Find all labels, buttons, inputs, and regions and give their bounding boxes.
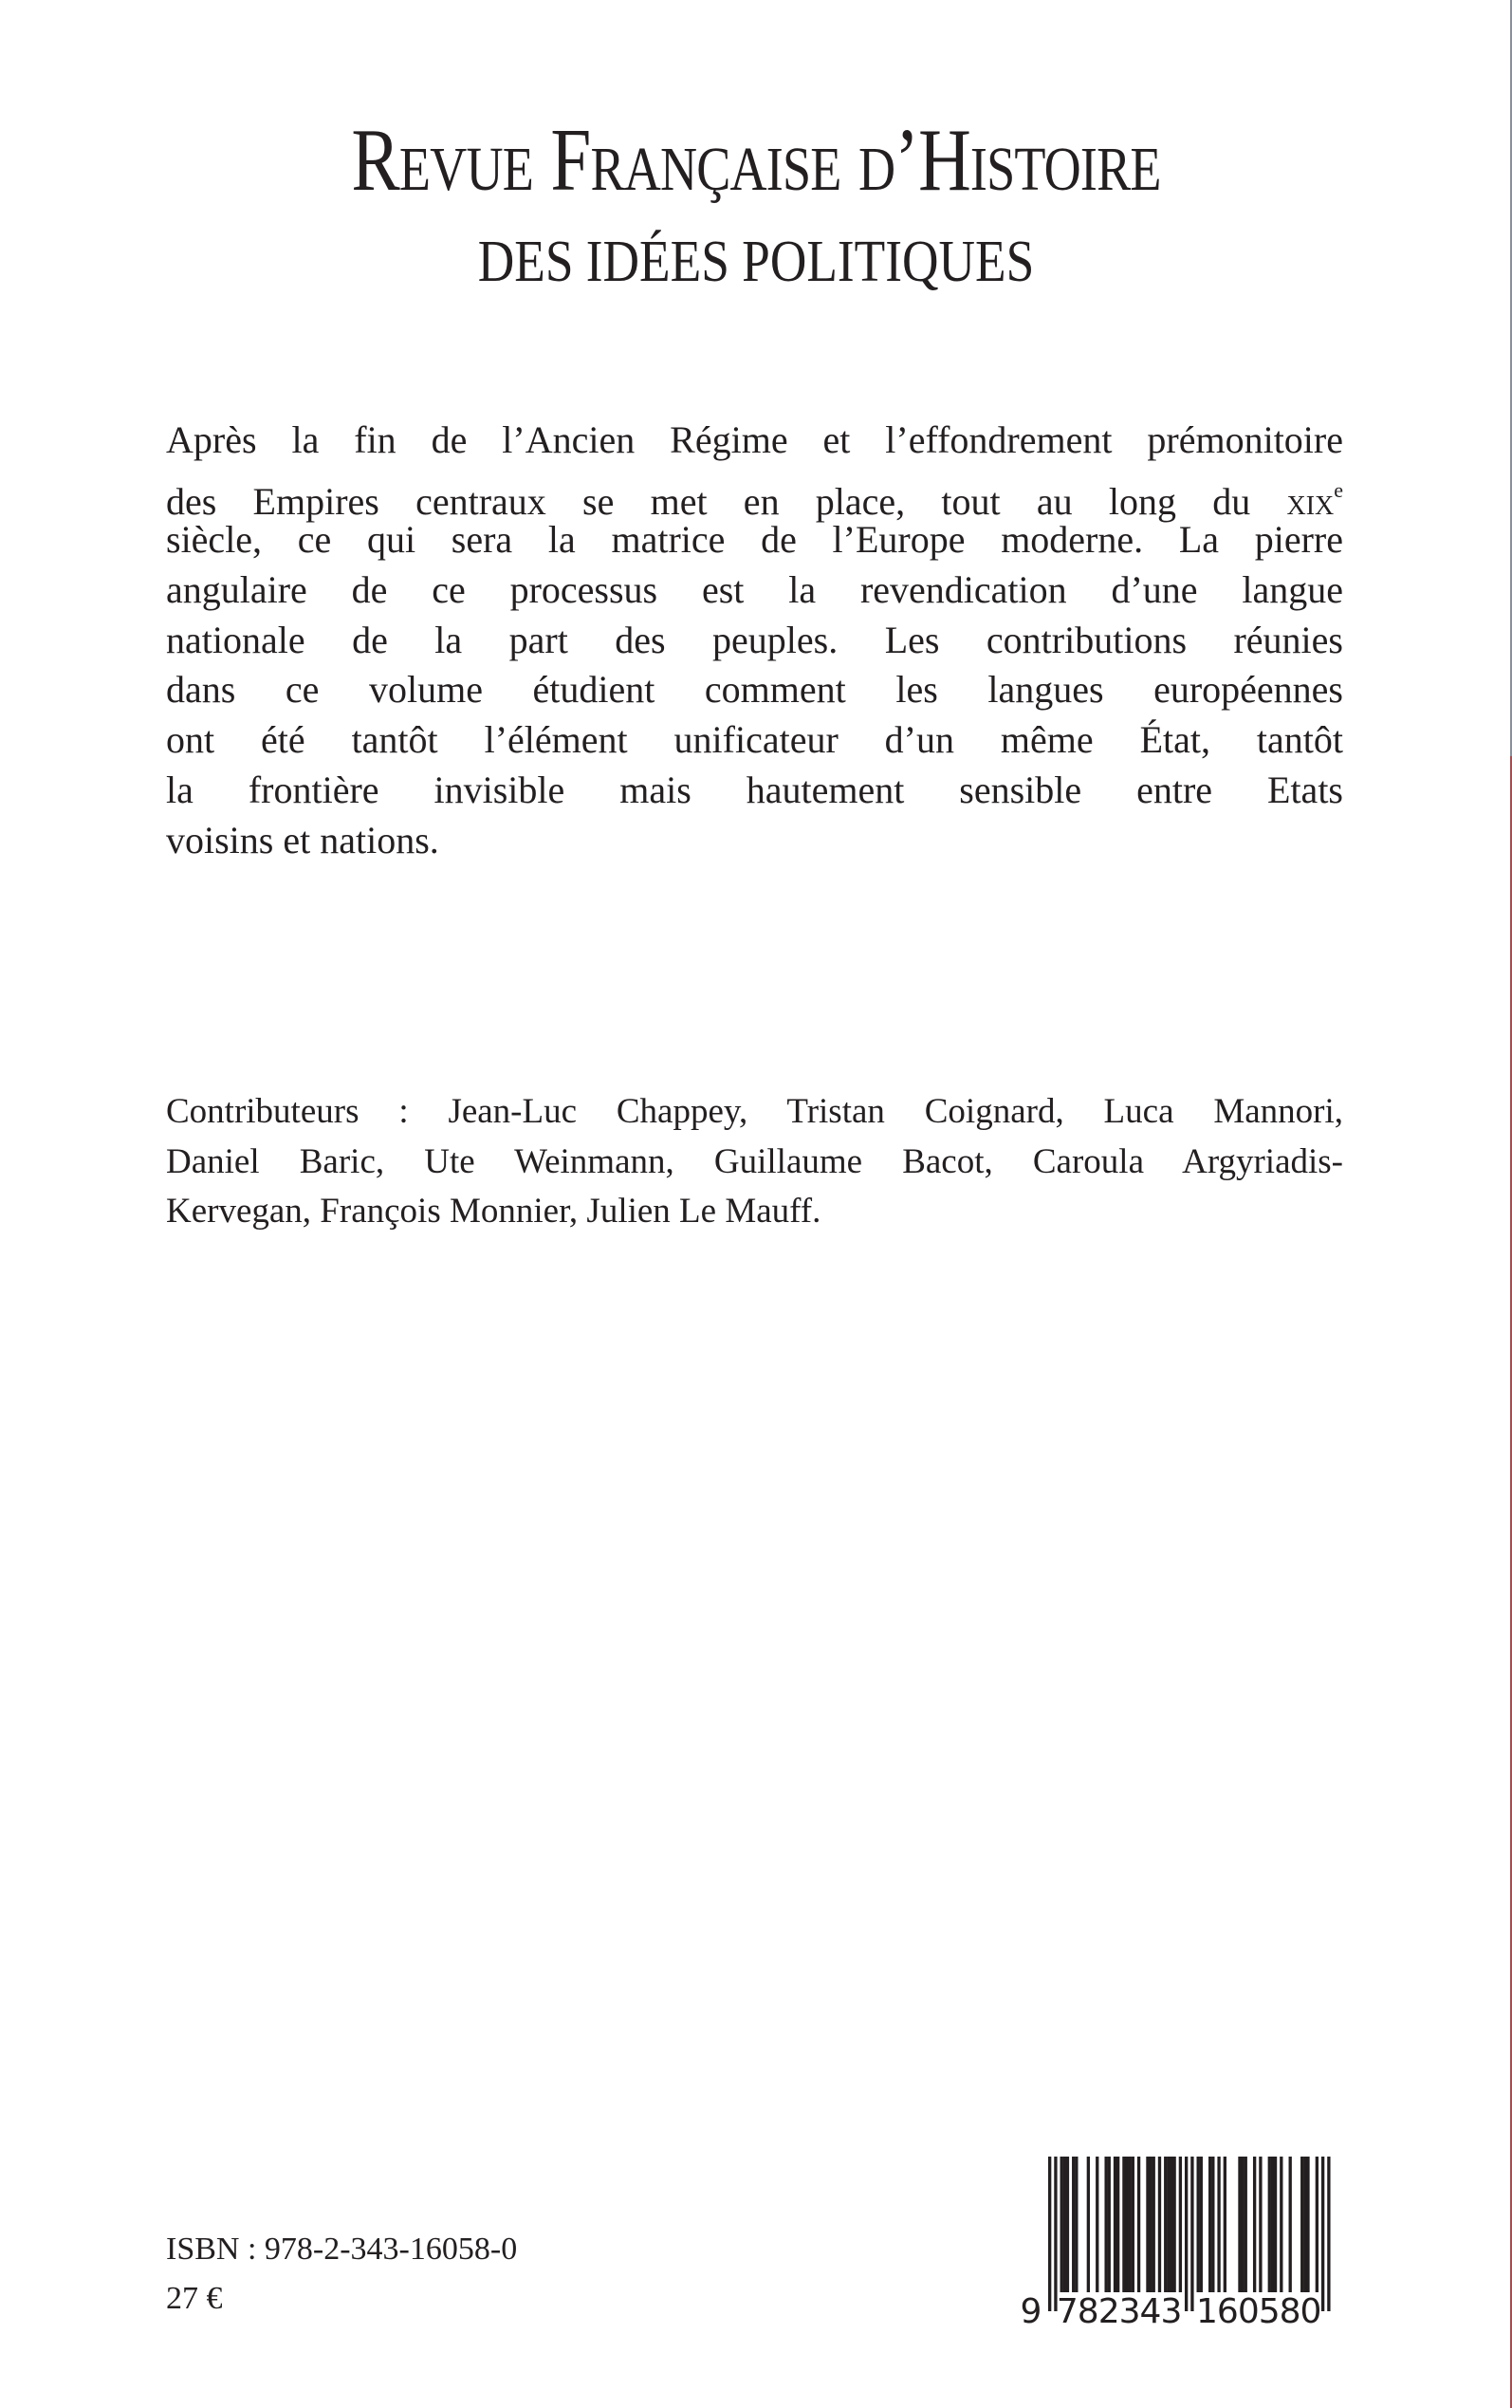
barcode-bar [1238,2157,1241,2292]
barcode-bar [1303,2157,1306,2292]
barcode-bar [1137,2157,1140,2292]
contributors-line: Daniel Baric, Ute Weinmann, Guillaume Bacot, Caroula Argyriadis- [166,1141,1343,1181]
barcode-bar [1122,2157,1125,2292]
barcode-bar [1271,2157,1274,2292]
summary-line: Après la fin de l’Ancien Régime et l’effondrement prémonitoire [166,418,1343,461]
summary-line: voisins et nations. [166,818,439,861]
barcode-digit: 3 [1160,2292,1183,2329]
barcode-bar [1116,2157,1119,2292]
summary-line-text: des Empires centraux se met en place, tout au long du [166,479,1251,523]
barcode-bar [1224,2157,1226,2292]
barcode-bar [1211,2157,1214,2292]
summary-paragraph [166,416,1343,865]
barcode-bar [1075,2157,1078,2292]
barcode-bar [1245,2157,1247,2292]
summary-line [166,466,1344,523]
barcode-digit: 0 [1237,2292,1260,2329]
barcode-bar [1321,2157,1324,2311]
price: 27 € [166,2281,223,2316]
barcode-bar [1327,2157,1330,2311]
barcode-digit: 8 [1077,2292,1099,2329]
barcode-bar [1129,2157,1132,2292]
century-numeral: xix [1286,479,1335,523]
barcode-digit: 0 [1300,2292,1322,2329]
contributors-line: Contributeurs : Jean-Luc Chappey, Tristan Coignard, Luca Mannori, [166,1092,1343,1131]
barcode-bar [1063,2157,1066,2292]
barcode-bar [1114,2157,1116,2292]
barcode-bar [1197,2157,1200,2292]
contributors-line: Kervegan, François Monnier, Julien Le Mauff. [166,1192,821,1232]
contributors-paragraph [166,1087,1343,1237]
century-superscript: e [1334,477,1344,502]
barcode-bar [1179,2157,1182,2292]
barcode-bar [1054,2157,1057,2311]
barcode-bar [1066,2157,1069,2292]
barcode-bar [1259,2157,1262,2292]
barcode-bar [1316,2157,1318,2292]
barcode-digit: 8 [1279,2292,1301,2329]
barcode-bar [1132,2157,1134,2292]
barcode [1020,2154,1342,2329]
barcode-digit: 9 [1020,2292,1042,2329]
summary-line: siècle, ce qui sera la matrice de l’Europe moderne. La pierre [166,518,1343,562]
summary-line: la frontière invisible mais hautement sensible entre Etats [166,768,1343,811]
barcode-digit: 1 [1196,2292,1218,2329]
barcode-bar [1280,2157,1282,2292]
barcode-digit: 7 [1056,2292,1079,2329]
barcode-bar [1300,2157,1303,2292]
summary-line: dans ce volume étudient comment les langues européennes [166,668,1343,712]
barcode-bar [1268,2157,1271,2292]
barcode-digit: 3 [1118,2292,1141,2329]
barcode-bar [1149,2157,1152,2292]
summary-line: ont été tantôt l’élément unificateur d’un même État, tantôt [166,718,1343,762]
barcode-bar [1096,2157,1098,2292]
barcode-bar [1152,2157,1155,2292]
barcode-bar [1200,2157,1203,2292]
barcode-bar [1146,2157,1149,2292]
barcode-bar [1048,2157,1051,2311]
journal-title: Revue Française d’Histoire [351,111,1161,210]
barcode-bar [1164,2157,1167,2292]
barcode-bar [1167,2157,1170,2292]
summary-line: nationale de la part des peuples. Les contributions réunies [166,618,1343,661]
barcode-bar [1060,2157,1063,2292]
barcode-bar [1190,2157,1193,2311]
barcode-bar [1072,2157,1075,2292]
isbn: ISBN : 978-2-343-16058-0 [166,2232,518,2267]
barcode-bar [1306,2157,1309,2292]
barcode-bar [1170,2157,1172,2292]
barcode-bar [1289,2157,1292,2292]
barcode-bar [1104,2157,1107,2292]
barcode-bar [1217,2157,1220,2292]
barcode-digit: 2 [1097,2292,1120,2329]
barcode-bar [1125,2157,1128,2292]
barcode-bar [1172,2157,1175,2292]
barcode-bar [1274,2157,1277,2292]
barcode-bar [1087,2157,1090,2292]
barcode-bar [1185,2157,1188,2311]
barcode-bar [1208,2157,1211,2292]
barcode-digit: 4 [1139,2292,1162,2329]
barcode-bar [1158,2157,1161,2292]
journal-subtitle: DES IDÉES POLITIQUES [477,230,1035,294]
barcode-bar [1108,2157,1111,2292]
barcode-bar [1241,2157,1244,2292]
barcode-digit: 6 [1216,2292,1239,2329]
summary-line: angulaire de ce processus est la revendication d’une langue [166,568,1343,612]
barcode-digit: 5 [1258,2292,1281,2329]
barcode-bar [1253,2157,1256,2292]
